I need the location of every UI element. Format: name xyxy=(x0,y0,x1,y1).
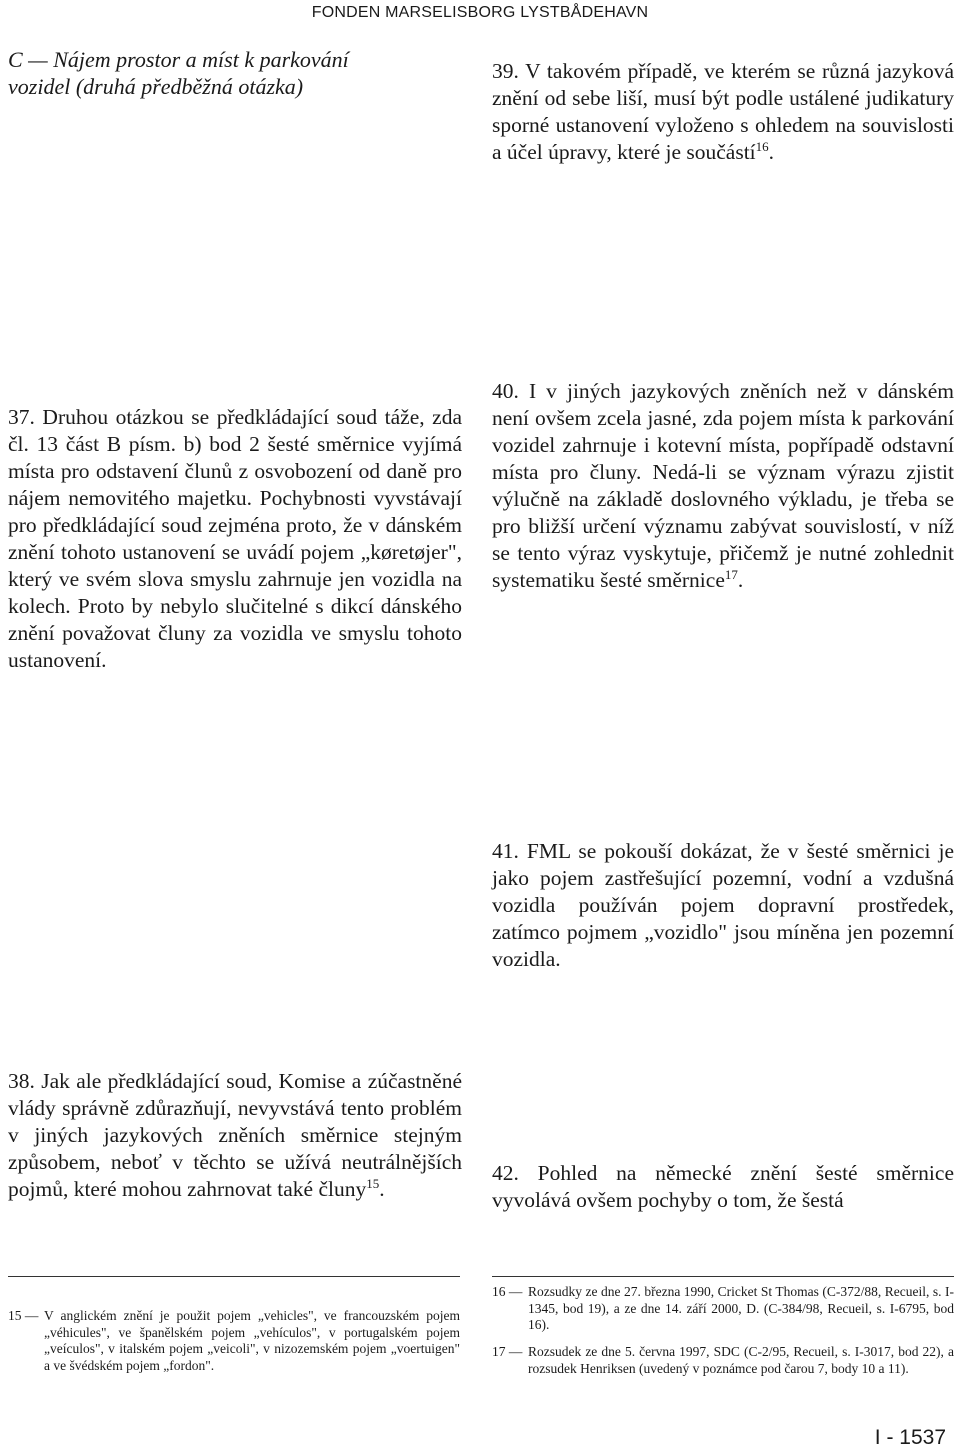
footnote-separator-left xyxy=(8,1276,460,1277)
footnote-16-text: Rozsudky ze dne 27. března 1990, Cricket St Thomas (C-372/88, Recueil, s. I-1345, bod 19), a ze dne 14. září 2000, D. (C-384/98, Recueil, s. I-6795, bod 16). xyxy=(528,1284,954,1332)
paragraph-39-end: . xyxy=(768,140,775,164)
footnote-17-number: 17 — xyxy=(492,1344,523,1359)
footnote-15-text: V anglickém znění je použit pojem „vehicles", ve francouzském pojem „véhicules", ve španělském pojem „vehículos", v portugalském pojem „veículos", v italském pojem „veicoli", v nizozemském pojem „voertuigen" a ve švédském pojem „fordon". xyxy=(44,1308,460,1373)
paragraph-40-text: 40. I v jiných jazykových zněních než v dánském není ovšem zcela jasné, zda pojem místa k parkování vozidel zahrnuje i kotevní místa, popřípadě odstavní místa pro čluny. Nedá-li se význam výrazu zjistit výlučně na základě doslovného výkladu, je třeba se pro bližší určení významu zabývat souvislostí, v níž se tento výraz vyskytuje, přičemž je nutné zohlednit systematiku šesté směrnice xyxy=(492,379,954,592)
paragraph-38 xyxy=(8,1068,462,1203)
section-heading-line-2: vozidel (druhá předběžná otázka) xyxy=(8,74,304,99)
page-number: I - 1537 xyxy=(874,1426,946,1449)
footnote-17 xyxy=(492,1344,954,1377)
footnote-ref-16: 16 xyxy=(755,138,769,154)
paragraph-39-text: 39. V takovém případě, ve kterém se různá jazyková znění od sebe liší, musí být podle ustálené judikatury sporné ustanovení vyloženo s ohledem na souvislosti a účel úpravy, které je součástí xyxy=(492,59,954,164)
paragraph-41: 41. FML se pokouší dokázat, že v šesté směrnici je jako pojem zastřešující pozemní, vodní a vzdušná vozidla používán pojem dopravní prostředek, zatímco pojmem „vozidlo" jsou míněna jen pozemní vozidla. xyxy=(492,839,954,971)
running-header: FONDEN MARSELISBORG LYSTBÅDEHAVN xyxy=(311,4,649,21)
footnote-16-number: 16 — xyxy=(492,1284,523,1299)
footnote-separator-right xyxy=(492,1276,954,1277)
footnote-ref-17: 17 xyxy=(724,566,738,582)
paragraph-40 xyxy=(492,378,954,594)
footnote-17-text: Rozsudek ze dne 5. června 1997, SDC (C-2/95, Recueil, s. I-3017, bod 22), a rozsudek Henriksen (uvedený v poznámce pod čarou 7, body 10 a 11). xyxy=(528,1344,954,1376)
paragraph-42: 42. Pohled na německé znění šesté směrnice vyvolává ovšem pochyby o tom, že šestá xyxy=(492,1161,954,1212)
section-heading xyxy=(8,46,478,100)
paragraph-38-text: 38. Jak ale předkládající soud, Komise a zúčastněné vlády správně zdůrazňují, nevyvstává tento problém v jiných jazykových zněních směrnice stejným způsobem, neboť v těchto se užívá neutrálnějších pojmů, které mohou zahrnovat také čluny xyxy=(8,1069,462,1201)
footnote-15-number: 15 — xyxy=(8,1308,39,1323)
paragraph-39 xyxy=(492,58,954,166)
section-heading-line-1: C — Nájem prostor a míst k parkování xyxy=(8,47,349,72)
footnote-ref-15: 15 xyxy=(366,1175,380,1191)
footnote-15 xyxy=(8,1308,460,1374)
paragraph-37: 37. Druhou otázkou se předkládající soud táže, zda čl. 13 část B písm. b) bod 2 šesté směrnice vyjímá místa pro odstavení člunů z osvobození od daně pro nájem nemovitého majetku. Pochybnosti vyvstávají pro předkládající soud zejména proto, že v dánském znění tohoto ustanovení se uvádí pojem „køretøjer", který ve svém slova smyslu zahrnuje jen vozidla na kolech. Proto by nebylo slučitelné s dikcí dánského znění považovat čluny za vozidla ve smyslu tohoto ustanovení. xyxy=(8,405,462,672)
paragraph-40-end: . xyxy=(737,568,744,592)
footnote-16 xyxy=(492,1284,954,1334)
paragraph-38-end: . xyxy=(379,1177,385,1201)
